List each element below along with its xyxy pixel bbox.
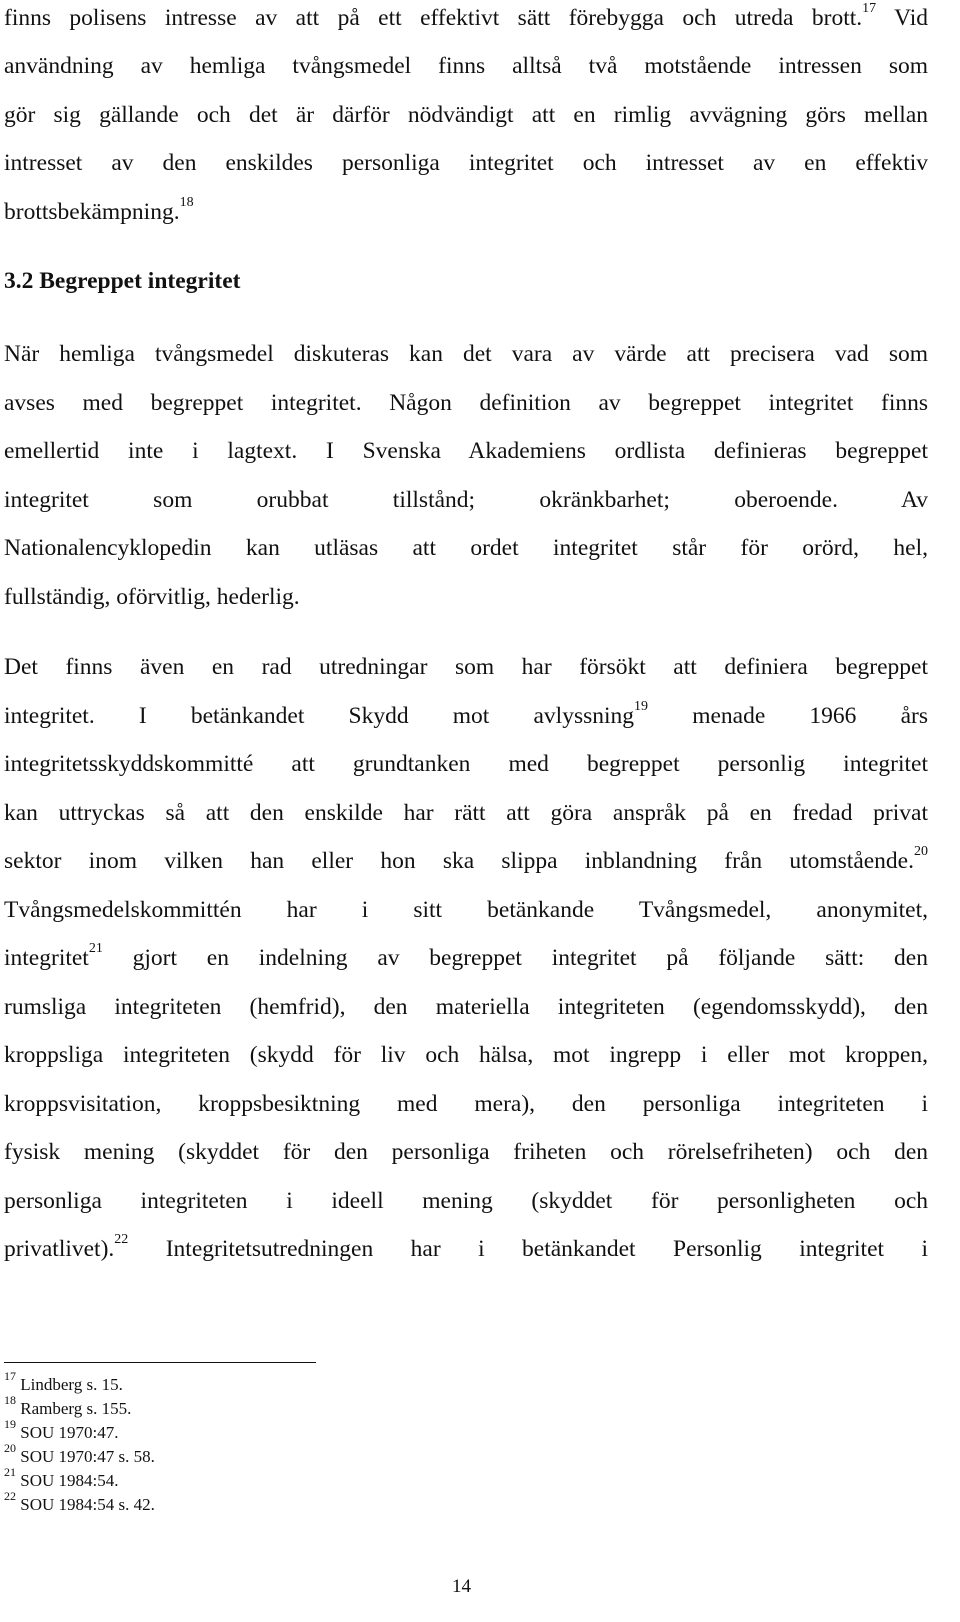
body-line: integritetsskyddskommitté att grundtanken med begreppet personlig integritet (4, 751, 928, 777)
footnote-ref: 17 (862, 1, 877, 17)
text-run: finns polisens intresse av att på ett effektivt sätt förebygga och utreda brott. (4, 5, 863, 31)
body-line: När hemliga tvångsmedel diskuteras kan det vara av värde att precisera vad som (4, 341, 928, 367)
page-number: 14 (452, 1576, 471, 1597)
footnote-ref: 21 (88, 941, 103, 957)
text-run: integritet (4, 945, 89, 971)
footnote-separator (4, 1362, 316, 1363)
body-line (4, 701, 928, 731)
footnote-number: 21 (4, 1465, 16, 1480)
footnote-text: SOU 1984:54. (20, 1471, 119, 1490)
body-line: kroppsvisitation, kroppsbesiktning med mera), den personliga integriteten i (4, 1091, 928, 1117)
footnote-number: 20 (4, 1441, 16, 1456)
text-run: Vid (876, 5, 928, 31)
footnote (4, 1393, 132, 1419)
footnote-text: SOU 1970:47. (20, 1423, 119, 1442)
body-line: rumsliga integriteten (hemfrid), den materiella integriteten (egendomsskydd), den (4, 994, 928, 1020)
footnote (4, 1465, 119, 1491)
body-line: gör sig gällande och det är därför nödvändigt att en rimlig avvägning görs mellan (4, 102, 928, 128)
footnote-text: Lindberg s. 15. (20, 1375, 123, 1394)
footnote (4, 1441, 155, 1467)
text-run: integritet. I betänkandet Skydd mot avlyssning (4, 703, 635, 729)
footnote-text: SOU 1970:47 s. 58. (20, 1447, 155, 1466)
footnote (4, 1489, 155, 1515)
body-line: intresset av den enskildes personliga integritet och intresset av en effektiv (4, 150, 928, 176)
body-line: användning av hemliga tvångsmedel finns alltså två motstående intressen som (4, 53, 928, 79)
text-run: Integritetsutredningen har i betänkandet Personlig integritet i (128, 1236, 928, 1262)
body-line: integritet som orubbat tillstånd; okränkbarhet; oberoende. Av (4, 487, 928, 513)
footnote-number: 19 (4, 1417, 16, 1432)
footnote-ref: 19 (634, 699, 649, 715)
footnote-ref: 18 (179, 195, 194, 211)
footnote (4, 1369, 123, 1395)
body-line (4, 943, 928, 973)
body-line: Nationalencyklopedin kan utläsas att ordet integritet står för orörd, hel, (4, 535, 928, 561)
body-line: fysisk mening (skyddet för den personliga friheten och rörelsefriheten) och den (4, 1139, 928, 1165)
body-line: avses med begreppet integritet. Någon definition av begreppet integritet finns (4, 390, 928, 416)
body-line (4, 197, 928, 227)
body-line (4, 3, 928, 33)
text-run: gjort en indelning av begreppet integritet på följande sätt: den (102, 945, 928, 971)
body-line: emellertid inte i lagtext. I Svenska Akademiens ordlista definieras begreppet (4, 438, 928, 464)
footnote-number: 18 (4, 1393, 16, 1408)
section-heading: 3.2 Begreppet integritet (4, 268, 241, 294)
footnote-text: Ramberg s. 155. (20, 1399, 132, 1418)
footnote-text: SOU 1984:54 s. 42. (20, 1495, 155, 1514)
body-line: personliga integriteten i ideell mening (skyddet för personligheten och (4, 1188, 928, 1214)
footnote-ref: 22 (114, 1232, 129, 1248)
text-run: brottsbekämpning. (4, 199, 180, 225)
footnote (4, 1417, 119, 1443)
body-line: Tvångsmedelskommittén har i sitt betänkande Tvångsmedel, anonymitet, (4, 897, 928, 923)
footnote-ref: 20 (914, 844, 928, 860)
text-run: privatlivet). (4, 1236, 115, 1262)
body-line: kan uttryckas så att den enskilde har rätt att göra anspråk på en fredad privat (4, 800, 928, 826)
text-run: sektor inom vilken han eller hon ska slippa inblandning från utomstående. (4, 848, 914, 874)
footnote-number: 22 (4, 1489, 16, 1504)
body-line (4, 846, 928, 876)
text-run: menade 1966 års (648, 703, 928, 729)
body-line: fullständig, oförvitlig, hederlig. (4, 584, 300, 610)
footnote-number: 17 (4, 1369, 16, 1384)
body-line (4, 1234, 928, 1264)
body-line: Det finns även en rad utredningar som har försökt att definiera begreppet (4, 654, 928, 680)
body-line: kroppsliga integriteten (skydd för liv och hälsa, mot ingrepp i eller mot kroppen, (4, 1042, 928, 1068)
